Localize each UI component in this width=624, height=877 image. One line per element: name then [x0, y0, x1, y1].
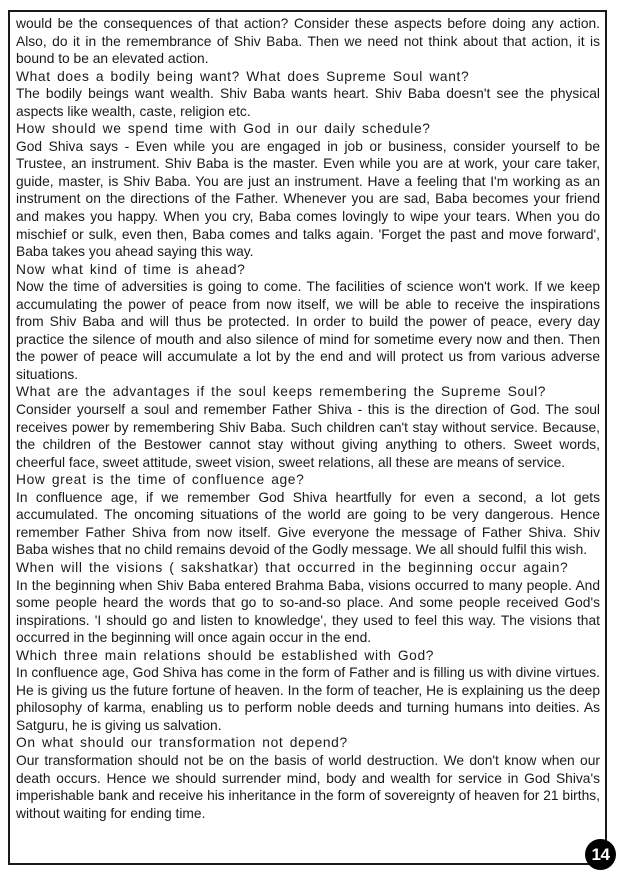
answer-paragraph: In confluence age, if we remember God Shiva heartfully for even a second, a lot gets accumulated. The oncoming situations of the world are going to be very dangerous. Hence remember Father Shiva from now itself. Give everyone the message of Father Shiva. Shiv Baba wishes that no child remains devoid of the Godly message. We all should fulfil this wish.: [16, 489, 600, 558]
answer-paragraph: The bodily beings want wealth. Shiv Baba wants heart. Shiv Baba doesn't see the physical aspects like wealth, caste, religion etc.: [16, 86, 600, 119]
answer-paragraph: Consider yourself a soul and remember Father Shiva - this is the direction of God. The soul receives power by remembering Shiv Baba. Such children can't stay without service. Because, the children of the Bestower cannot stay without giving anything to others. Sweet words, cheerful face, sweet attitude, sweet vision, sweet relations, all these are means of service.: [16, 402, 600, 470]
question-text: What does a bodily being want? What does Supreme Soul want?: [16, 68, 470, 84]
question-text: How great is the time of confluence age?: [16, 472, 305, 488]
question-text: When will the visions ( sakshatkar) that occurred in the beginning occur again?: [16, 559, 569, 575]
question-text: On what should our transformation not depend?: [16, 735, 348, 751]
question-text: Now what kind of time is ahead?: [16, 261, 246, 277]
page-border-frame: [8, 10, 607, 865]
answer-paragraph: God Shiva says - Even while you are engaged in job or business, consider yourself to be Trustee, an instrument. Shiv Baba is the master. Even while you are at work, your care taker, guide, master, is Shiv Baba. You are just an instrument. Have a feeling that I'm working as an instrument on the directions of the Father. Whenever you are sad, Baba becomes your friend and makes you happy. When you cry, Baba comes lovingly to wipe your tears. When you do mischief or sulk, even then, Baba comes and talks again. 'Forget the past and move forward', Baba takes you ahead saying this way.: [16, 138, 600, 260]
answer-paragraph: In confluence age, God Shiva has come in the form of Father and is filling us with divine virtues. He is giving us the future fortune of heaven. In the form of teacher, He is explaining us the deep philosophy of karma, enabling us to perform noble deeds and turning humans into deities. As Satguru, he is giving us salvation.: [16, 665, 600, 733]
page-number-badge: [585, 839, 616, 870]
answer-paragraph: would be the consequences of that action? Consider these aspects before doing any action. Also, do it in the remembrance of Shiv Baba. Then we need not think about that action, it is bound to be an elevated action.: [16, 16, 600, 67]
question-text: What are the advantages if the soul keeps remembering the Supreme Soul?: [16, 384, 547, 400]
question-text: Which three main relations should be established with God?: [16, 647, 435, 663]
question-text: How should we spend time with God in our daily schedule?: [16, 121, 431, 137]
answer-paragraph: Our transformation should not be on the basis of world destruction. We don't know when our death occurs. Hence we should surrender mind, body and wealth for service in God Shiva's imperishable bank and receive his inheritance in the form of sovereignty of heaven for 21 births, without waiting for ending time.: [16, 752, 600, 821]
page-number: 14: [591, 844, 610, 864]
answer-paragraph: Now the time of adversities is going to come. The facilities of science won't work. If we keep accumulating the power of peace from now itself, we will be able to receive the inspirations from Shiv Baba and will thus be protected. In order to build the power of peace, every day practice the silence of mouth and also silence of mind for sometime every now and then. Then the power of peace will accumulate a lot by the end and will protect us from various adverse situations.: [16, 279, 600, 382]
page-content: [16, 15, 600, 822]
answer-paragraph: In the beginning when Shiv Baba entered Brahma Baba, visions occurred to many people. And some people heard the words that go to so-and-so place. And some people received God's inspirations. 'I should go and listen to knowledge', they used to feel this way. The visions that occurred in the beginning will once again occur in the end.: [16, 577, 600, 646]
